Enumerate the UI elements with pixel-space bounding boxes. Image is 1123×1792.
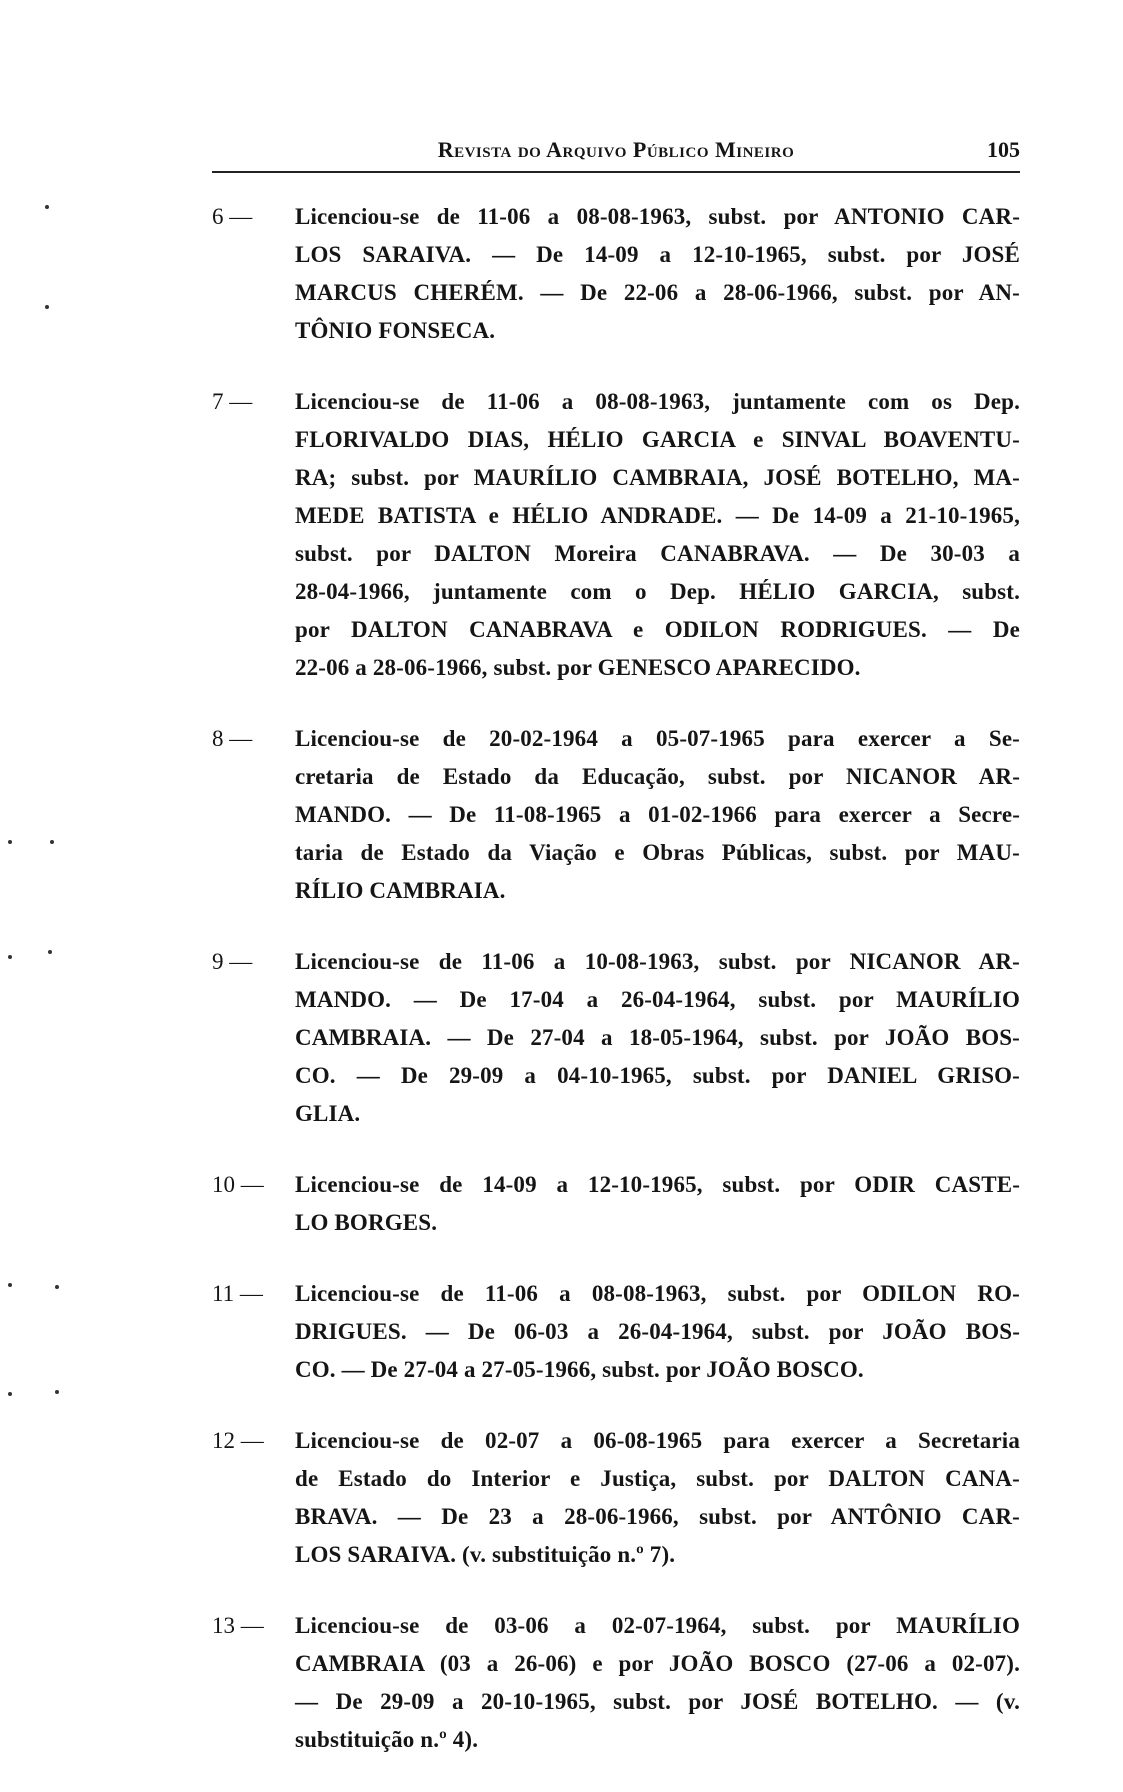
entry-line: TÔNIO FONSECA. (295, 318, 496, 343)
entry (212, 1275, 1020, 1389)
entry-line: MEDE BATISTA e HÉLIO ANDRADE. — De 14-09 a 21-10-1965, (295, 503, 1020, 528)
entry-line: MANDO. — De 17-04 a 26-04-1964, subst. por MAURÍLIO (295, 987, 1020, 1012)
entry-number: 13 — (212, 1613, 264, 1638)
entry-number: 9 — (212, 949, 253, 974)
margin-dot (8, 1392, 12, 1396)
entry-line: Licenciou-se de 14-09 a 12-10-1965, subst. por ODIR CASTE- (295, 1172, 1020, 1197)
margin-dot (55, 1285, 59, 1289)
entry-line: taria de Estado da Viação e Obras Públicas, subst. por MAU- (295, 840, 1020, 865)
entry-line: CO. — De 27-04 a 27-05-1966, subst. por JOÃO BOSCO. (295, 1357, 864, 1382)
substitution-entries (212, 198, 1020, 1792)
margin-dot (8, 840, 12, 844)
entry-number: 6 — (212, 204, 253, 229)
entry-line: — De 29-09 a 20-10-1965, subst. por JOSÉ BOTELHO. — (v. (295, 1689, 1020, 1714)
entry (212, 383, 1020, 687)
entry-line: Licenciou-se de 02-07 a 06-08-1965 para exercer a Secretaria (295, 1428, 1020, 1453)
entry-line: CO. — De 29-09 a 04-10-1965, subst. por DANIEL GRISO- (295, 1063, 1020, 1088)
entry-line: Licenciou-se de 11-06 a 10-08-1963, subst. por NICANOR AR- (295, 949, 1020, 974)
entry-text (295, 720, 1020, 910)
entry-line: BRAVA. — De 23 a 28-06-1966, subst. por ANTÔNIO CAR- (295, 1504, 1020, 1529)
entry-number: 12 — (212, 1428, 264, 1453)
entry-line: Licenciou-se de 03-06 a 02-07-1964, subst. por MAURÍLIO (295, 1613, 1020, 1638)
entry-line: 28-04-1966, juntamente com o Dep. HÉLIO GARCIA, subst. (295, 579, 1020, 604)
entry-text (295, 1607, 1020, 1759)
entry-line: GLIA. (295, 1101, 361, 1126)
entry-text (295, 198, 1020, 350)
page-number: 105 (987, 137, 1020, 162)
entry-line: LOS SARAIVA. (v. substituição n.º 7). (295, 1542, 676, 1567)
entry-text (295, 1275, 1020, 1389)
entry (212, 1422, 1020, 1574)
entry-line: MANDO. — De 11-08-1965 a 01-02-1966 para exercer a Secre- (295, 802, 1020, 827)
running-title: Revista do Arquivo Público Mineiro (437, 137, 795, 162)
entry-text (295, 383, 1020, 687)
margin-dot (8, 1283, 12, 1287)
entry-number: 7 — (212, 389, 253, 414)
page-header (212, 135, 1020, 173)
entry (212, 1166, 1020, 1242)
entry-line: 22-06 a 28-06-1966, subst. por GENESCO APARECIDO. (295, 655, 861, 680)
entry-line: por DALTON CANABRAVA e ODILON RODRIGUES. — De (295, 617, 1020, 642)
entry-line: CAMBRAIA. — De 27-04 a 18-05-1964, subst. por JOÃO BOS- (295, 1025, 1020, 1050)
entry (212, 1607, 1020, 1759)
entry-line: Licenciou-se de 11-06 a 08-08-1963, juntamente com os Dep. (295, 389, 1020, 414)
entry-line: Licenciou-se de 20-02-1964 a 05-07-1965 para exercer a Se- (295, 726, 1020, 751)
entry-line: substituição n.º 4). (295, 1727, 479, 1752)
entry-number: 8 — (212, 726, 253, 751)
margin-dot (45, 205, 49, 209)
entry-line: cretaria de Estado da Educação, subst. por NICANOR AR- (295, 764, 1020, 789)
margin-dot (50, 840, 54, 844)
entry-line: RA; subst. por MAURÍLIO CAMBRAIA, JOSÉ BOTELHO, MA- (295, 465, 1020, 490)
entry-line: LO BORGES. (295, 1210, 438, 1235)
entry (212, 198, 1020, 350)
margin-dot (45, 305, 49, 309)
entry-number: 10 — (212, 1172, 264, 1197)
entry-text (295, 1422, 1020, 1574)
margin-dot (8, 955, 12, 959)
entry-line: RÍLIO CAMBRAIA. (295, 878, 506, 903)
margin-dot (48, 950, 52, 954)
entry-line: Licenciou-se de 11-06 a 08-08-1963, subst. por ANTONIO CAR- (295, 204, 1020, 229)
entry-number: 11 — (212, 1281, 263, 1306)
entry-text (295, 1166, 1020, 1242)
entry-line: FLORIVALDO DIAS, HÉLIO GARCIA e SINVAL BOAVENTU- (295, 427, 1020, 452)
entry-line: Licenciou-se de 11-06 a 08-08-1963, subst. por ODILON RO- (295, 1281, 1020, 1306)
entry-line: subst. por DALTON Moreira CANABRAVA. — De 30-03 a (295, 541, 1020, 566)
entry-text (295, 943, 1020, 1133)
entry-line: CAMBRAIA (03 a 26-06) e por JOÃO BOSCO (27-06 a 02-07). (295, 1651, 1020, 1676)
entry-line: de Estado do Interior e Justiça, subst. por DALTON CANA- (295, 1466, 1020, 1491)
entry-line: DRIGUES. — De 06-03 a 26-04-1964, subst. por JOÃO BOS- (295, 1319, 1020, 1344)
entry (212, 720, 1020, 910)
entry (212, 943, 1020, 1133)
entry-line: LOS SARAIVA. — De 14-09 a 12-10-1965, subst. por JOSÉ (295, 242, 1020, 267)
entry-line: MARCUS CHERÉM. — De 22-06 a 28-06-1966, subst. por AN- (295, 280, 1020, 305)
margin-dot (55, 1390, 59, 1394)
